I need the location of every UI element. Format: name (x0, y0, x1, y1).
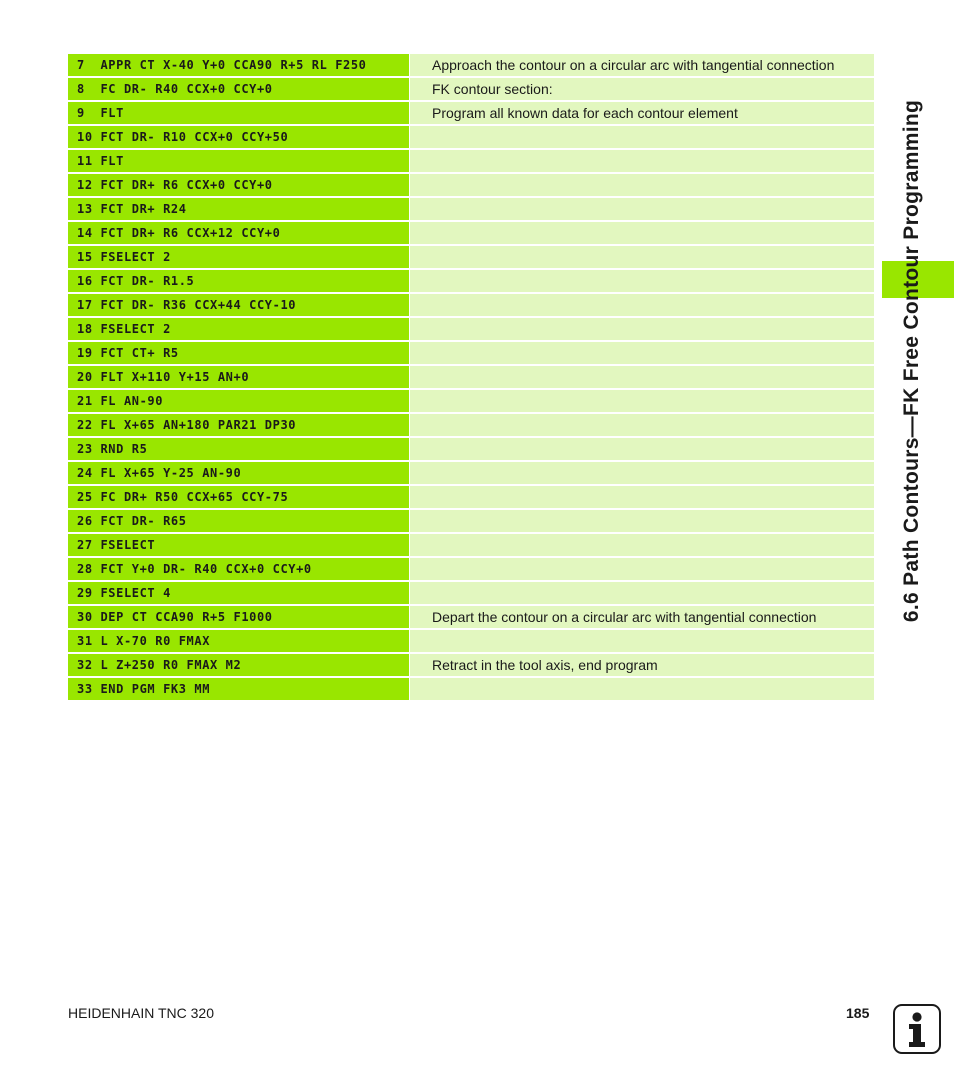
nc-block-code: 30 DEP CT CCA90 R+5 F1000 (68, 606, 409, 628)
nc-block-description (410, 534, 874, 556)
nc-block-code: 11 FLT (68, 150, 409, 172)
nc-block-code: 24 FL X+65 Y-25 AN-90 (68, 462, 409, 484)
nc-block-description: Approach the contour on a circular arc with tangential connection (410, 54, 874, 76)
table-row (68, 78, 874, 100)
nc-block-code: 13 FCT DR+ R24 (68, 198, 409, 220)
table-row (68, 534, 874, 556)
table-row (68, 102, 874, 124)
table-row (68, 558, 874, 580)
footer-manual-name: HEIDENHAIN TNC 320 (68, 1005, 215, 1021)
table-row (68, 294, 874, 316)
nc-block-description (410, 126, 874, 148)
nc-block-code: 32 L Z+250 R0 FMAX M2 (68, 654, 409, 676)
nc-block-description: FK contour section: (410, 78, 874, 100)
nc-block-description: Depart the contour on a circular arc with tangential connection (410, 606, 874, 628)
nc-block-code: 7 APPR CT X-40 Y+0 CCA90 R+5 RL F250 (68, 54, 409, 76)
info-icon (893, 1004, 941, 1054)
nc-block-description: Program all known data for each contour element (410, 102, 874, 124)
nc-block-description (410, 342, 874, 364)
nc-block-description (410, 294, 874, 316)
nc-block-description (410, 270, 874, 292)
nc-block-code: 29 FSELECT 4 (68, 582, 409, 604)
nc-block-description (410, 174, 874, 196)
nc-block-description (410, 438, 874, 460)
nc-block-code: 21 FL AN-90 (68, 390, 409, 412)
nc-block-code: 26 FCT DR- R65 (68, 510, 409, 532)
nc-block-code: 14 FCT DR+ R6 CCX+12 CCY+0 (68, 222, 409, 244)
nc-block-description (410, 222, 874, 244)
nc-block-code: 19 FCT CT+ R5 (68, 342, 409, 364)
table-row (68, 486, 874, 508)
table-row (68, 174, 874, 196)
nc-block-code: 18 FSELECT 2 (68, 318, 409, 340)
nc-block-description (410, 510, 874, 532)
table-row (68, 246, 874, 268)
nc-block-description (410, 678, 874, 700)
table-row (68, 606, 874, 628)
nc-block-code: 8 FC DR- R40 CCX+0 CCY+0 (68, 78, 409, 100)
nc-block-code: 23 RND R5 (68, 438, 409, 460)
table-row (68, 414, 874, 436)
nc-block-description (410, 414, 874, 436)
table-row (68, 54, 874, 76)
nc-block-code: 9 FLT (68, 102, 409, 124)
nc-block-code: 20 FLT X+110 Y+15 AN+0 (68, 366, 409, 388)
nc-block-description (410, 150, 874, 172)
table-row (68, 582, 874, 604)
nc-block-code: 16 FCT DR- R1.5 (68, 270, 409, 292)
table-row (68, 630, 874, 652)
table-row (68, 462, 874, 484)
info-glyph (895, 1006, 939, 1052)
nc-block-description (410, 246, 874, 268)
table-row (68, 366, 874, 388)
nc-block-code: 27 FSELECT (68, 534, 409, 556)
nc-block-code: 31 L X-70 R0 FMAX (68, 630, 409, 652)
table-row (68, 510, 874, 532)
nc-block-code: 17 FCT DR- R36 CCX+44 CCY-10 (68, 294, 409, 316)
table-row (68, 654, 874, 676)
table-row (68, 678, 874, 700)
table-row (68, 438, 874, 460)
nc-block-description (410, 486, 874, 508)
table-row (68, 318, 874, 340)
nc-block-code: 25 FC DR+ R50 CCX+65 CCY-75 (68, 486, 409, 508)
nc-block-description (410, 630, 874, 652)
nc-block-description (410, 558, 874, 580)
nc-block-description (410, 366, 874, 388)
nc-block-description (410, 318, 874, 340)
nc-block-code: 10 FCT DR- R10 CCX+0 CCY+50 (68, 126, 409, 148)
nc-block-code: 33 END PGM FK3 MM (68, 678, 409, 700)
section-title-text: 6.6 Path Contours—FK Free Contour Programming (900, 99, 923, 623)
nc-block-code: 15 FSELECT 2 (68, 246, 409, 268)
nc-block-code: 22 FL X+65 AN+180 PAR21 DP30 (68, 414, 409, 436)
nc-block-code: 28 FCT Y+0 DR- R40 CCX+0 CCY+0 (68, 558, 409, 580)
footer-page-number: 185 (846, 1005, 870, 1021)
table-row (68, 342, 874, 364)
table-row (68, 198, 874, 220)
table-row (68, 390, 874, 412)
nc-block-code: 12 FCT DR+ R6 CCX+0 CCY+0 (68, 174, 409, 196)
table-row (68, 150, 874, 172)
nc-block-description (410, 198, 874, 220)
nc-block-description (410, 462, 874, 484)
table-row (68, 222, 874, 244)
table-row (68, 270, 874, 292)
nc-block-description (410, 390, 874, 412)
nc-program-table (68, 54, 874, 702)
table-row (68, 126, 874, 148)
nc-block-description (410, 582, 874, 604)
nc-block-description: Retract in the tool axis, end program (410, 654, 874, 676)
